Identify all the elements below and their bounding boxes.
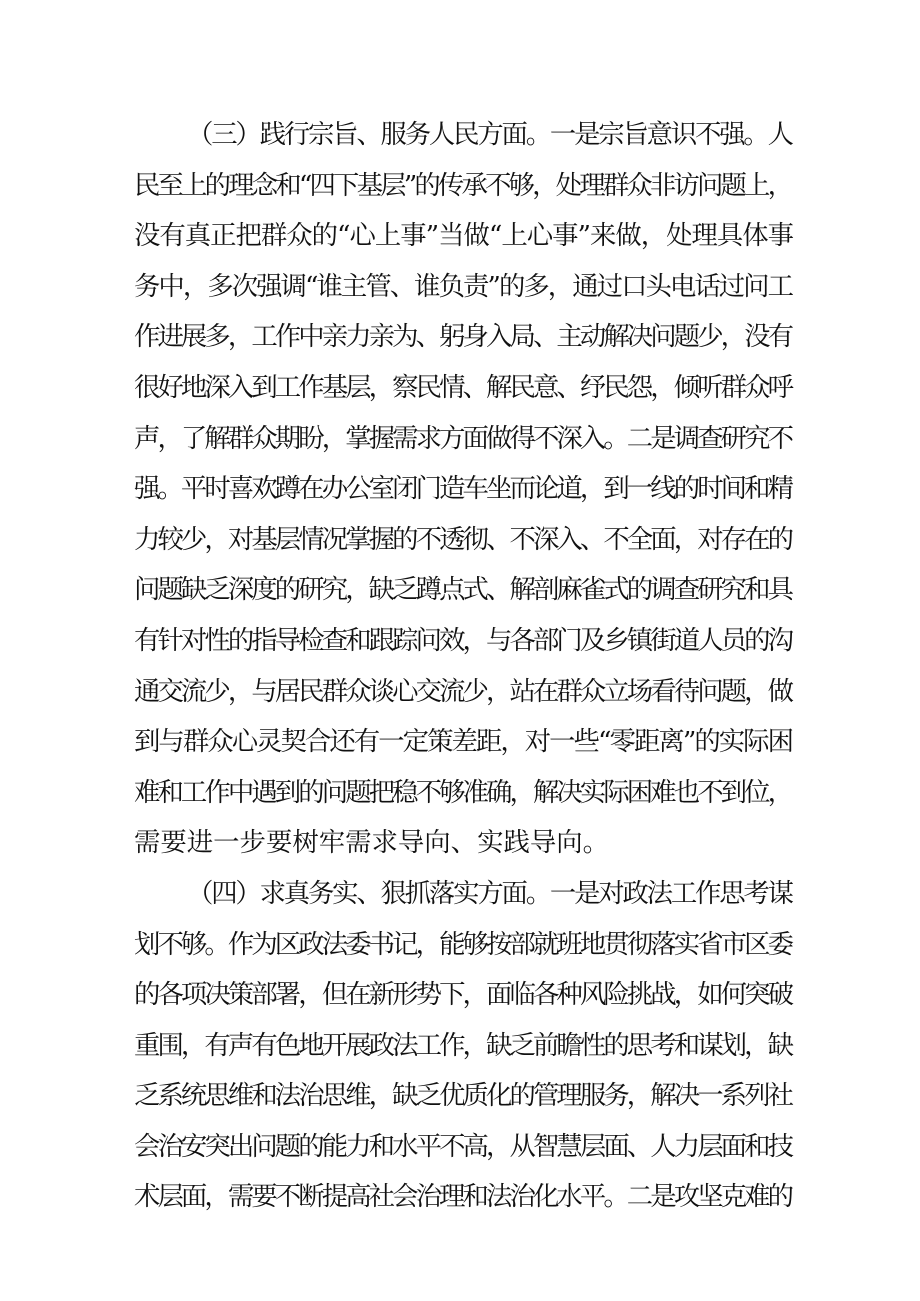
paragraph-1-line: 通交流少，与居民群众谈心交流少，站在群众立场看待问题，做 <box>134 675 792 707</box>
paragraph-1-line: 强。平时喜欢蹲在办公室闭门造车坐而论道，到一线的时间和精 <box>134 473 792 505</box>
paragraph-1-line: 民至上的理念和“四下基层”的传承不够，处理群众非访问题上， <box>134 169 792 201</box>
paragraph-2-line: 会治安突出问题的能力和水平不高，从智慧层面、人力层面和技 <box>134 1130 792 1162</box>
paragraph-2-line: 术层面，需要不断提高社会治理和法治化水平。二是攻坚克难的 <box>134 1181 792 1213</box>
paragraph-1-line: 务中，多次强调“谁主管、谁负责”的多，通过口头电话过问工 <box>134 270 793 302</box>
paragraph-1-line: 问题缺乏深度的研究，缺乏蹲点式、解剖麻雀式的调查研究和具 <box>134 574 792 606</box>
document-body <box>134 110 794 1223</box>
paragraph-1-line: 到与群众心灵契合还有一定策差距，对一些“零距离”的实际困 <box>134 726 793 758</box>
paragraph-2-line: 重围，有声有色地开展政法工作，缺乏前瞻性的思考和谋划，缺 <box>134 1029 792 1061</box>
paragraph-1-line: 难和工作中遇到的问题把稳不够准确，解决实际困难也不到位， <box>134 776 792 808</box>
paragraph-1-line: 声，了解群众期盼，掌握需求方面做得不深入。二是调查研究不 <box>134 422 792 454</box>
paragraph-1-line: 需要进一步要树牢需求导向、实践导向。 <box>134 827 610 859</box>
paragraph-1-line: 没有真正把群众的“心上事”当做“上心事”来做，处理具体事 <box>134 220 793 252</box>
paragraph-2-line: （四）求真务实、狠抓落实方面。一是对政法工作思考谋 <box>187 877 792 909</box>
paragraph-1-line: 力较少，对基层情况掌握的不透彻、不深入、不全面，对存在的 <box>134 523 792 555</box>
paragraph-1-line: 作进展多，工作中亲力亲为、躬身入局、主动解决问题少，没有 <box>134 321 792 353</box>
paragraph-1-line: 有针对性的指导检查和跟踪问效，与各部门及乡镇街道人员的沟 <box>134 624 792 656</box>
paragraph-2-line: 乏系统思维和法治思维，缺乏优质化的管理服务，解决一系列社 <box>134 1080 792 1112</box>
paragraph-1-line: 很好地深入到工作基层，察民情、解民意、纾民怨，倾听群众呼 <box>134 371 792 403</box>
paragraph-1-line: （三）践行宗旨、服务人民方面。一是宗旨意识不强。人 <box>187 119 792 150</box>
paragraph-2-line: 的各项决策部署，但在新形势下，面临各种风险挑战，如何突破 <box>134 979 792 1011</box>
paragraph-2-line: 划不够。作为区政法委书记，能够按部就班地贯彻落实省市区委 <box>134 928 792 960</box>
